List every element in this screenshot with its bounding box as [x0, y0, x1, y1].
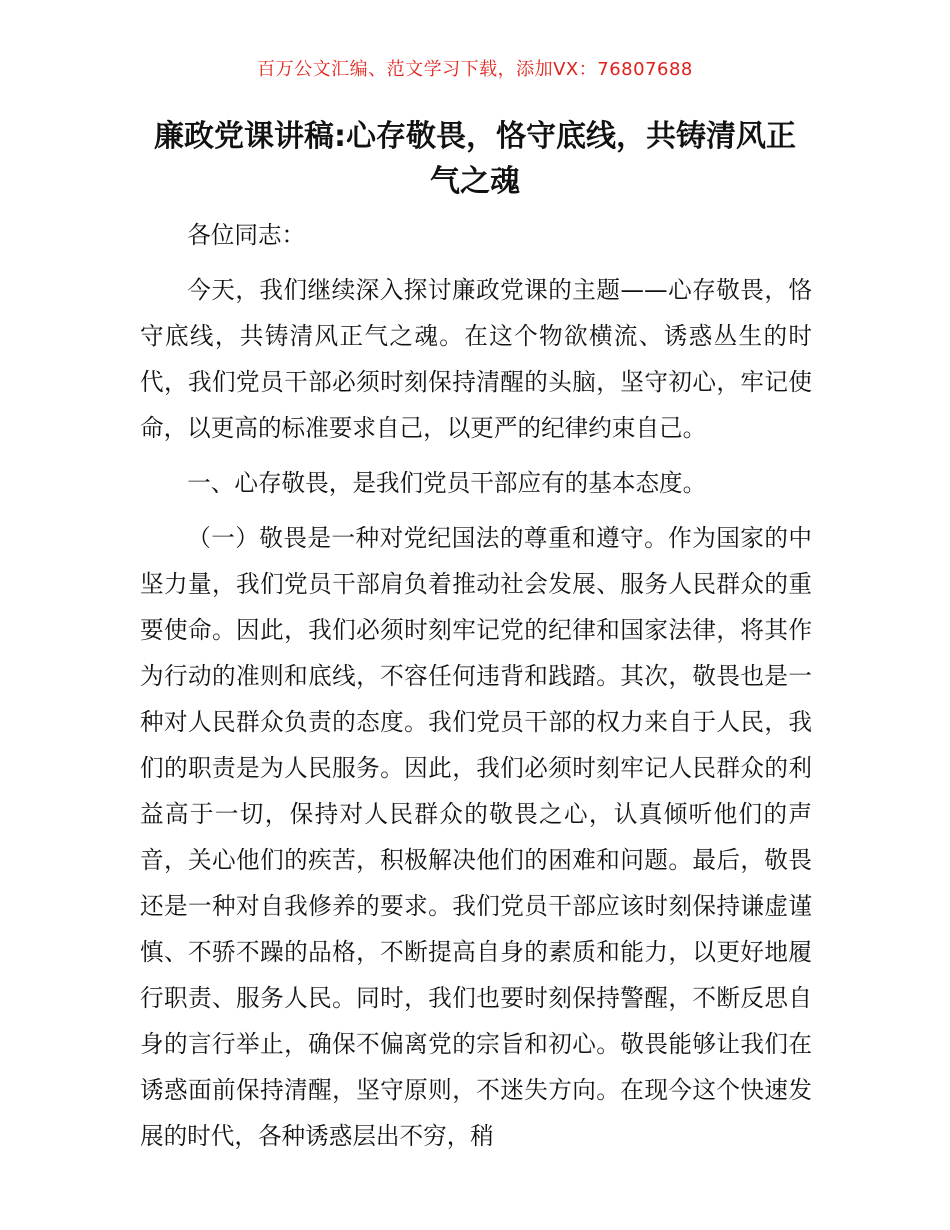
document-title: 廉政党课讲稿:心存敬畏，恪守底线，共铸清风正气之魂 [154, 119, 796, 199]
paragraph-section-1-1: （一）敬畏是一种对党纪国法的尊重和遵守。作为国家的中坚力量，我们党员干部肩负着推动社会发展、服务人民群众的重要使命。因此，我们必须时刻牢记党的纪律和国家法律，将其作为行动的准则和底线，不容任何违背和践踏。其次，敬畏也是一种对人民群众负责的态度。我们党员干部的权力来自于人民，我们的职责是为人民服务。因此，我们必须时刻牢记人民群众的利益高于一切，保持对人民群众的敬畏之心，认真倾听他们的声音，关心他们的疾苦，积极解决他们的困难和问题。最后，敬畏还是一种对自我修养的要求。我们党员干部应该时刻保持谦虚谨慎、不骄不躁的品格，不断提高自身的素质和能力，以更好地履行职责、服务人民。同时，我们也要时刻保持警醒，不断反思自身的言行举止，确保不偏离党的宗旨和初心。敬畏能够让我们在诱惑面前保持清醒，坚守原则，不迷失方向。在现今这个快速发展的时代，各种诱惑层出不穷，稍 [140, 524, 812, 1150]
greeting: 各位同志： [187, 221, 306, 249]
header-watermark-note: 百万公文汇编、范文学习下载，添加VX：76807688 [257, 59, 693, 80]
section-heading-1: 一、心存敬畏，是我们党员干部应有的基本态度。 [187, 469, 707, 497]
paragraph-intro: 今天，我们继续深入探讨廉政党课的主题——心存敬畏，恪守底线，共铸清风正气之魂。在这个物欲横流、诱惑丛生的时代，我们党员干部必须时刻保持清醒的头脑，坚守初心，牢记使命，以更高的标准要求自己，以更严的纪律约束自己。 [140, 276, 812, 442]
document-body [140, 212, 812, 1159]
